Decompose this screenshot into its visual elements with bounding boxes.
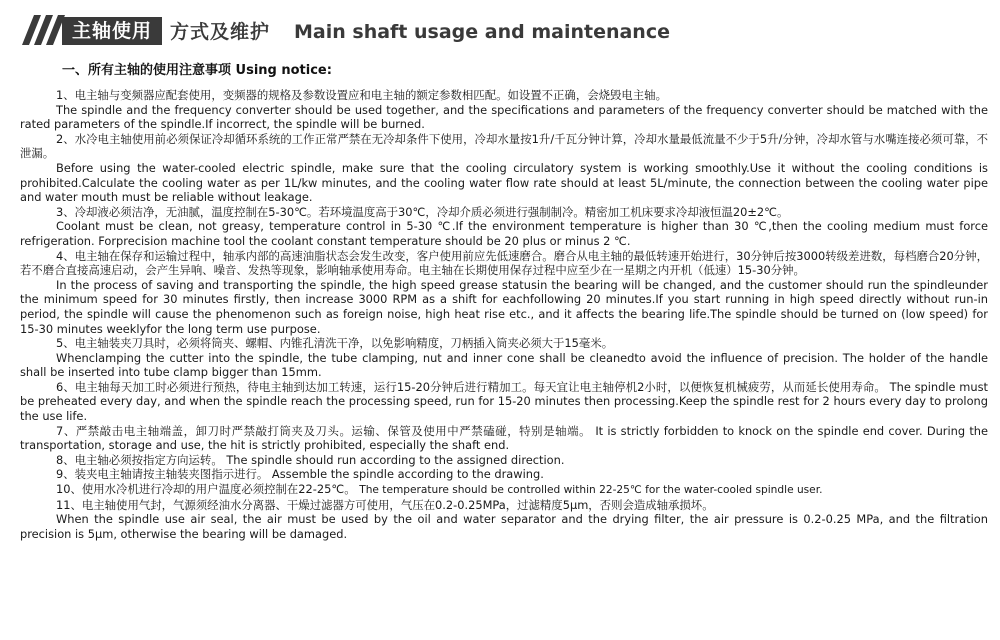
- item-7-cn: 7、严禁敲击电主轴端盖，卸刀时严禁敲打筒夹及刀头。运输、保管及使用中严禁磕碰，特别是轴端。: [56, 423, 592, 438]
- item-3-en: Coolant must be clean, not greasy, temperature control in 5-30 ℃.If the environment temperature is higher than 30 ℃,then the cooling medium must force refrigeration. Forprecision machine tool the coolant constant temperature should be 20 plus or minus 2 ℃.: [20, 219, 988, 248]
- item-8-cn: 8、电主轴必须按指定方向运转。: [56, 452, 223, 467]
- item-10: [20, 482, 988, 498]
- item-2-cn: 2、水冷电主轴使用前必须保证冷却循环系统的工作正常严禁在无冷却条件下使用，冷却水量按1升/千瓦分钟计算，冷却水量最低流量不少于5升/分钟，冷却水管与水嘴连接必须可靠，不泄漏。: [20, 131, 988, 161]
- item-5-en: Whenclamping the cutter into the spindle, the tube clamping, nut and inner cone shall be cleanedto avoid the influence of precision. The holder of the handle shall be inserted into tube clamp bigger than 15mm.: [20, 350, 988, 380]
- title-badge: 主轴使用: [62, 17, 162, 45]
- section-heading: 一、所有主轴的使用注意事项 Using notice:: [62, 63, 332, 78]
- item-7: [20, 424, 988, 453]
- title-en: Main shaft usage and maintenance: [294, 21, 670, 43]
- item-5-cn: 5、电主轴装夹刀具时，必须将筒夹、螺帽、内锥孔清洗干净，以免影响精度，刀柄插入筒夹必须大于15毫米。: [56, 336, 614, 351]
- item-10-en: The temperature should be controlled within 22-25℃ for the water-cooled spindle user.: [359, 484, 823, 497]
- item-6: [20, 380, 988, 424]
- item-2-en: Before using the water-cooled electric spindle, make sure that the cooling circulatory system is working smoothly.Use it without the cooling conditions is prohibited.Calculate the cooling water as per 1L/kw minutes, and the cooling water flow rate should at least 5L/minute, the connection between the cooling water pipe and water mouth must be reliable without leakage.: [20, 160, 988, 205]
- title-cn: 方式及维护: [170, 21, 271, 43]
- item-1-cn: 1、电主轴与变频器应配套使用，变频器的规格及参数设置应和电主轴的额定参数相匹配。如设置不正确，会烧毁电主轴。: [56, 88, 667, 102]
- item-10-cn: 10、使用水冷机进行冷却的用户温度必须控制在22-25℃。: [56, 482, 356, 497]
- item-6-en: The spindle must be preheated every day, and when the spindle reach the processing speed, run for 15-20 minutes then processing.Keep the spindle rest for 2 hours every day to prolong the use life.: [20, 379, 988, 424]
- item-6-cn: 6、电主轴每天加工时必须进行预热，待电主轴到达加工转速，运行15-20分钟后进行精加工。每天宜让电主轴停机2小时，以便恢复机械疲劳，从而延长使用寿命。: [56, 379, 886, 394]
- item-8: [20, 453, 988, 468]
- item-9: [20, 467, 988, 482]
- item-4-en: In the process of saving and transporting the spindle, the high speed grease statusin the bearing will be changed, and the customer should run the spindleunder the minimum speed for 30 minutes firstly, then increase 3000 RPM as a shift for eachfollowing 20 minutes.If you start running in high speed directly without run-in period, the spindle will cause the phenomenon such as foreign noise, high heat rise etc., and it affects the bearing life.The spindle should be turned on (low speed) for 15-30 minutes weeklyfor the long term use purpose.: [20, 277, 988, 336]
- item-11-en: When the spindle use air seal, the air must be used by the oil and water separator and the drying filter, the air pressure is 0.2-0.25 MPa, and the filtration precision is 5μm, otherwise the bearing will be damaged.: [20, 512, 988, 541]
- item-8-en: The spindle should run according to the assigned direction.: [226, 452, 565, 467]
- notice-content: [20, 88, 988, 541]
- item-7-en: It is strictly forbidden to knock on the spindle end cover. During the transportation, storage and use, the hit is strictly prohibited, especially the shaft end.: [20, 423, 989, 453]
- item-9-en: Assemble the spindle according to the drawing.: [271, 467, 544, 482]
- item-1-en: The spindle and the frequency converter should be used together, and the specifications and parameters of the frequency converter should be matched with the rated parameters of the spindle.If incorrect, the spindle will be burned.: [20, 102, 988, 132]
- item-4-cn: 4、电主轴在保存和运输过程中，轴承内部的高速油脂状态会发生改变，客户使用前应先低速磨合。磨合从电主轴的最低转速开始进行，30分钟后按3000转级差进数，每档磨合20分钟，若不磨合直接高速启动，会产生异响、噪音、发热等现象，影响轴承使用寿命。电主轴在长期使用保存过程中应至少在一星期之内开机（低速）15-30分钟。: [20, 248, 988, 278]
- page-header: [0, 10, 1000, 50]
- item-3-cn: 3、冷却液必须洁净，无油腻，温度控制在5-30℃。若环境温度高于30℃，冷却介质必须进行强制制冷。精密加工机床要求冷却液恒温20±2℃。: [56, 204, 789, 219]
- item-11-cn: 11、电主轴使用气封，气源须经油水分离器、干燥过滤器方可使用，气压在0.2-0.25MPa，过滤精度5μm，否则会造成轴承损坏。: [56, 497, 714, 512]
- item-9-cn: 9、装夹电主轴请按主轴装夹图指示进行。: [56, 467, 269, 482]
